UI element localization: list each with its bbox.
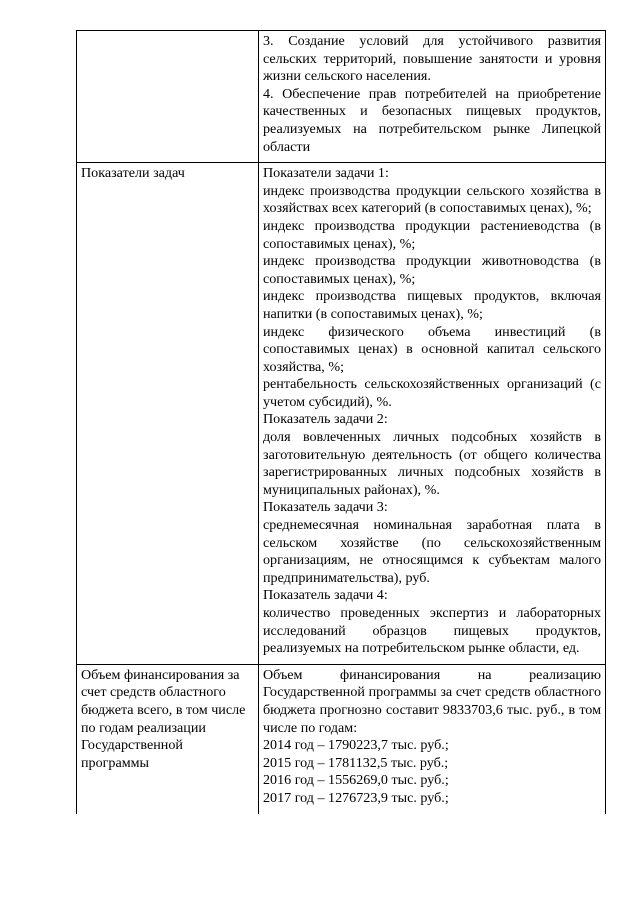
indicator-text: среднемесячная номинальная заработная плата в сельском хозяйстве (по сельскохозяйственным организациям, не относящимся к субъектам малого предпринимательства), руб. (263, 517, 601, 586)
indicator-text: доля вовлеченных личных подсобных хозяйств в заготовительную деятельность (от общего количества зарегистрированных личных подсобных хозяйств в муниципальных районах), %. (263, 429, 601, 498)
paragraph: 3. Создание условий для устойчивого развития сельских территорий, повышение занятости и уровня жизни сельского населения. (263, 33, 601, 85)
indicator-text: индекс физического объема инвестиций (в сопоставимых ценах) в основной капитал сельского хозяйства, %; (263, 323, 601, 375)
funding-year-line: 2015 год – 1781132,5 тыс. руб.; (263, 754, 449, 771)
indicator-text: количество проведенных экспертиз и лабораторных исследований образцов пищевых продуктов, реализуемых на потребительском рынке области, ед. (263, 605, 601, 657)
funding-year-line: 2014 год – 1790223,7 тыс. руб.; (263, 737, 449, 754)
funding-summary: Объем финансирования на реализацию Государственной программы за счет средств областного бюджета прогнозно составит 9833703,6 тыс. руб., в том числе по годам: (263, 666, 601, 736)
task-4-heading: Показатель задачи 4: (263, 587, 388, 604)
row-label: Объем финансирования за счет средств областного бюджета всего, в том числе по годам реализации Государственной программы (81, 666, 246, 771)
row-content-cell (259, 163, 606, 665)
indicator-text: индекс производства продукции животноводства (в сопоставимых ценах), %; (263, 253, 601, 287)
row-label-cell (77, 163, 259, 665)
program-passport-table (76, 30, 606, 814)
task-2-heading: Показатель задачи 2: (263, 411, 388, 428)
task-3-heading: Показатель задачи 3: (263, 499, 388, 516)
funding-year-line: 2016 год – 1556269,0 тыс. руб.; (263, 772, 449, 789)
indicator-text: индекс производства продукции растениеводства (в сопоставимых ценах), %; (263, 217, 601, 252)
row-content-cell (259, 664, 606, 813)
table-row (77, 31, 606, 163)
table-row (77, 163, 606, 665)
indicator-text: индекс производства пищевых продуктов, включая напитки (в сопоставимых ценах), %; (263, 288, 601, 322)
indicator-text: индекс производства продукции сельского хозяйства в хозяйствах всех категорий (в сопоставимых ценах), %; (263, 182, 601, 217)
task-1-heading: Показатели задачи 1: (263, 165, 389, 182)
row-content-cell (259, 31, 606, 163)
paragraph: 4. Обеспечение прав потребителей на приобретение качественных и безопасных пищевых продуктов, реализуемых на потребительском рынке Липецкой области (263, 85, 601, 155)
indicator-text: рентабельность сельскохозяйственных организаций (с учетом субсидий), %. (263, 376, 601, 410)
row-label-cell (77, 31, 259, 163)
table-row (77, 664, 606, 813)
row-label-cell (77, 664, 259, 813)
funding-year-line: 2017 год – 1276723,9 тыс. руб.; (263, 789, 449, 806)
row-label: Показатели задач (81, 165, 185, 182)
